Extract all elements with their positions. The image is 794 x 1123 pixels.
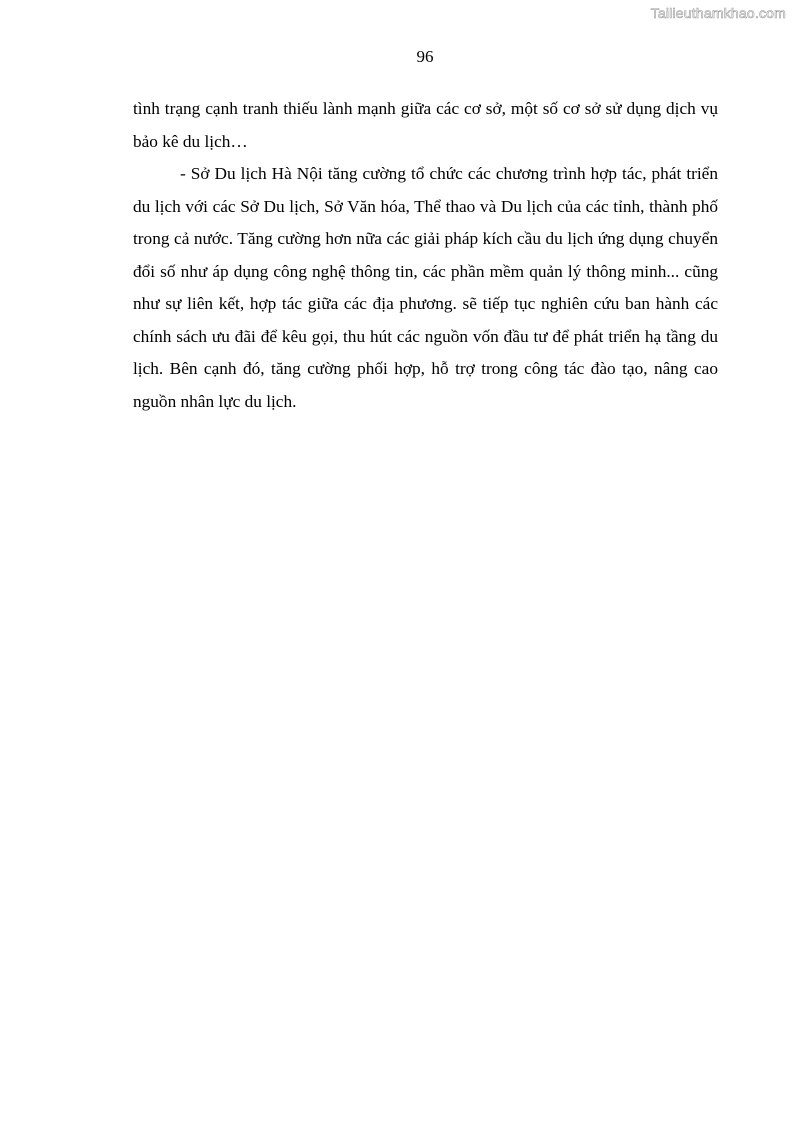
watermark-text: Tailieuthamkhao.com [650,5,786,21]
paragraph-continuation: tình trạng cạnh tranh thiếu lành mạnh giữa các cơ sở, một số cơ sở sử dụng dịch vụ bảo kê du lịch… [133,99,718,151]
document-body [133,93,718,418]
page-number: 96 [416,47,434,66]
paragraph-recommendation: - Sở Du lịch Hà Nội tăng cường tổ chức các chương trình hợp tác, phát triển du lịch với các Sở Du lịch, Sở Văn hóa, Thể thao và Du lịch của các tỉnh, thành phố trong cả nước. Tăng cường hơn nữa các giải pháp kích cầu du lịch ứng dụng chuyển đổi số như áp dụng công nghệ thông tin, các phần mềm quản lý thông minh... cũng như sự liên kết, hợp tác giữa các địa phương. sẽ tiếp tục nghiên cứu ban hành các chính sách ưu đãi để kêu gọi, thu hút các nguồn vốn đầu tư để phát triển hạ tầng du lịch. Bên cạnh đó, tăng cường phối hợp, hỗ trợ trong công tác đào tạo, nâng cao nguồn nhân lực du lịch. [133,164,718,411]
